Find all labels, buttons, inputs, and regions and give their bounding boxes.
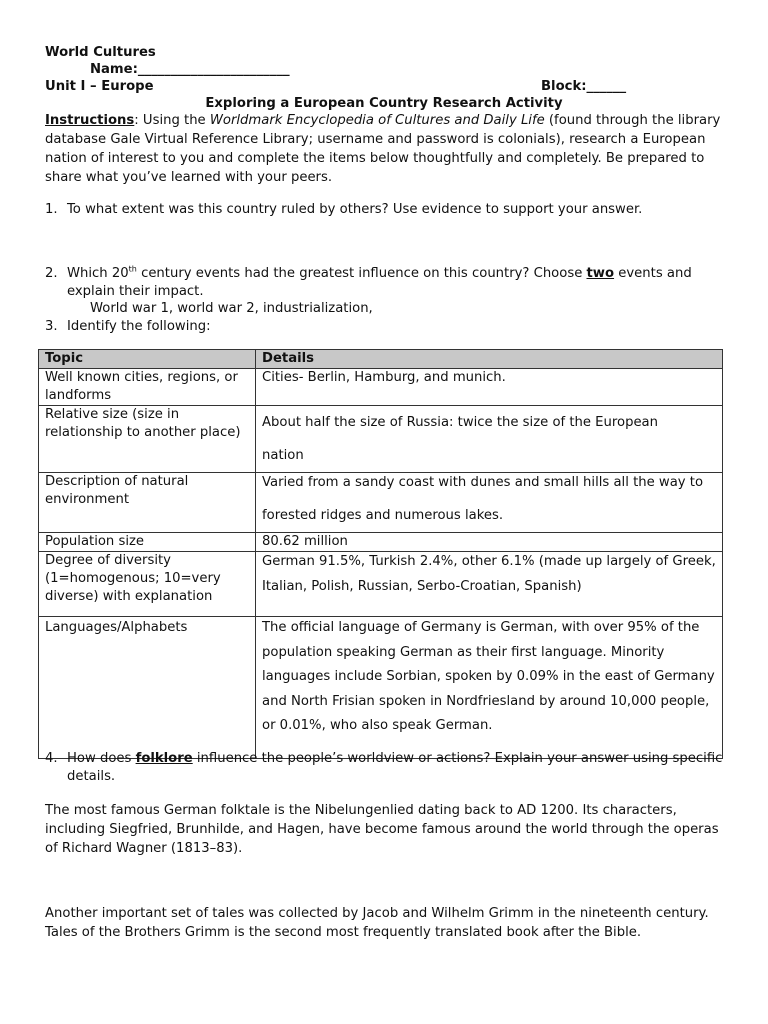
table-row <box>39 369 723 406</box>
question-2: 2. Which 20th century events had the greatest influence on this country? Choose two events and explain their impact. <box>45 265 725 301</box>
table-cell-topic: Well known cities, regions, or landforms <box>39 369 256 406</box>
name-field-label: Name:_______________________ <box>90 62 290 77</box>
table-cell-details: About half the size of Russia: twice the size of the European nation <box>256 406 723 473</box>
question-1-text: To what extent was this country ruled by others? Use evidence to support your answer. <box>67 202 643 217</box>
table-cell-topic: Description of natural environment <box>39 473 256 533</box>
question-1: 1. To what extent was this country ruled by others? Use evidence to support your answer. <box>45 201 725 219</box>
table-cell-topic: Degree of diversity (1=homogenous; 10=very diverse) with explanation <box>39 552 256 617</box>
folklore-answer-2: Another important set of tales was collected by Jacob and Wilhelm Grimm in the nineteenth century. Tales of the Brothers Grimm is the second most frequently translated book after the Bible. <box>45 906 709 940</box>
identify-table <box>38 349 723 759</box>
table-header-details: Details <box>256 350 723 369</box>
table-cell-details: The official language of Germany is German, with over 95% of the population speaking German as their first language. Minority languages include Sorbian, spoken by 0.09% in the east of Germany and North Frisian spoken in Nordfriesland by around 10,000 people, or 0.01%, who also speak German. <box>256 617 723 759</box>
book-title: Worldmark Encyclopedia of Cultures and Daily Life <box>209 113 545 128</box>
instructions-label: Instructions <box>45 113 135 128</box>
question-2-answer: World war 1, world war 2, industrialization, <box>90 301 373 316</box>
question-3-text: Identify the following: <box>67 319 211 334</box>
question-3: 3. Identify the following: <box>45 318 725 336</box>
page-title: Exploring a European Country Research Activity <box>205 96 563 111</box>
block-field-label: Block:______ <box>541 79 627 94</box>
table-row <box>39 552 723 617</box>
table-cell-details: 80.62 million <box>256 533 723 552</box>
emphasis-folklore: folklore <box>135 751 193 766</box>
emphasis-two: two <box>586 266 615 281</box>
table-cell-details: German 91.5%, Turkish 2.4%, other 6.1% (made up largely of Greek, Italian, Polish, Russian, Serbo-Croatian, Spanish) <box>256 552 723 617</box>
instructions: Instructions: Using the Worldmark Encyclopedia of Cultures and Daily Life (found through the library database Gale Virtual Reference Library; username and password is colonials), research a European nation of interest to you and complete the items below thoughtfully and completely. Be prepared to share what you’ve learned with your peers. <box>45 113 721 185</box>
table-cell-details: Varied from a sandy coast with dunes and small hills all the way to forested ridges and numerous lakes. <box>256 473 723 533</box>
table-header-topic: Topic <box>39 350 256 369</box>
table-cell-topic: Languages/Alphabets <box>39 617 256 759</box>
folklore-answer-1: The most famous German folktale is the Nibelungenlied dating back to AD 1200. Its characters, including Siegfried, Brunhilde, and Hagen, have become famous around the world through the operas of Richard Wagner (1813–83). <box>45 803 719 856</box>
table-cell-topic: Relative size (size in relationship to another place) <box>39 406 256 473</box>
question-4-text: How does folklore influence the people’s worldview or actions? Explain your answer using specific details. <box>67 751 723 784</box>
course-title: World Cultures <box>45 45 156 60</box>
table-row <box>39 617 723 759</box>
table-row <box>39 473 723 533</box>
question-2-text: Which 20th century events had the greatest influence on this country? Choose two events and explain their impact. <box>67 264 692 299</box>
table-cell-details: Cities- Berlin, Hamburg, and munich. <box>256 369 723 406</box>
table-header-row <box>39 350 723 369</box>
table-row <box>39 406 723 473</box>
question-4: 4. How does folklore influence the people’s worldview or actions? Explain your answer using specific details. <box>45 750 725 786</box>
table-cell-topic: Population size <box>39 533 256 552</box>
unit-label: Unit I – Europe <box>45 79 154 94</box>
